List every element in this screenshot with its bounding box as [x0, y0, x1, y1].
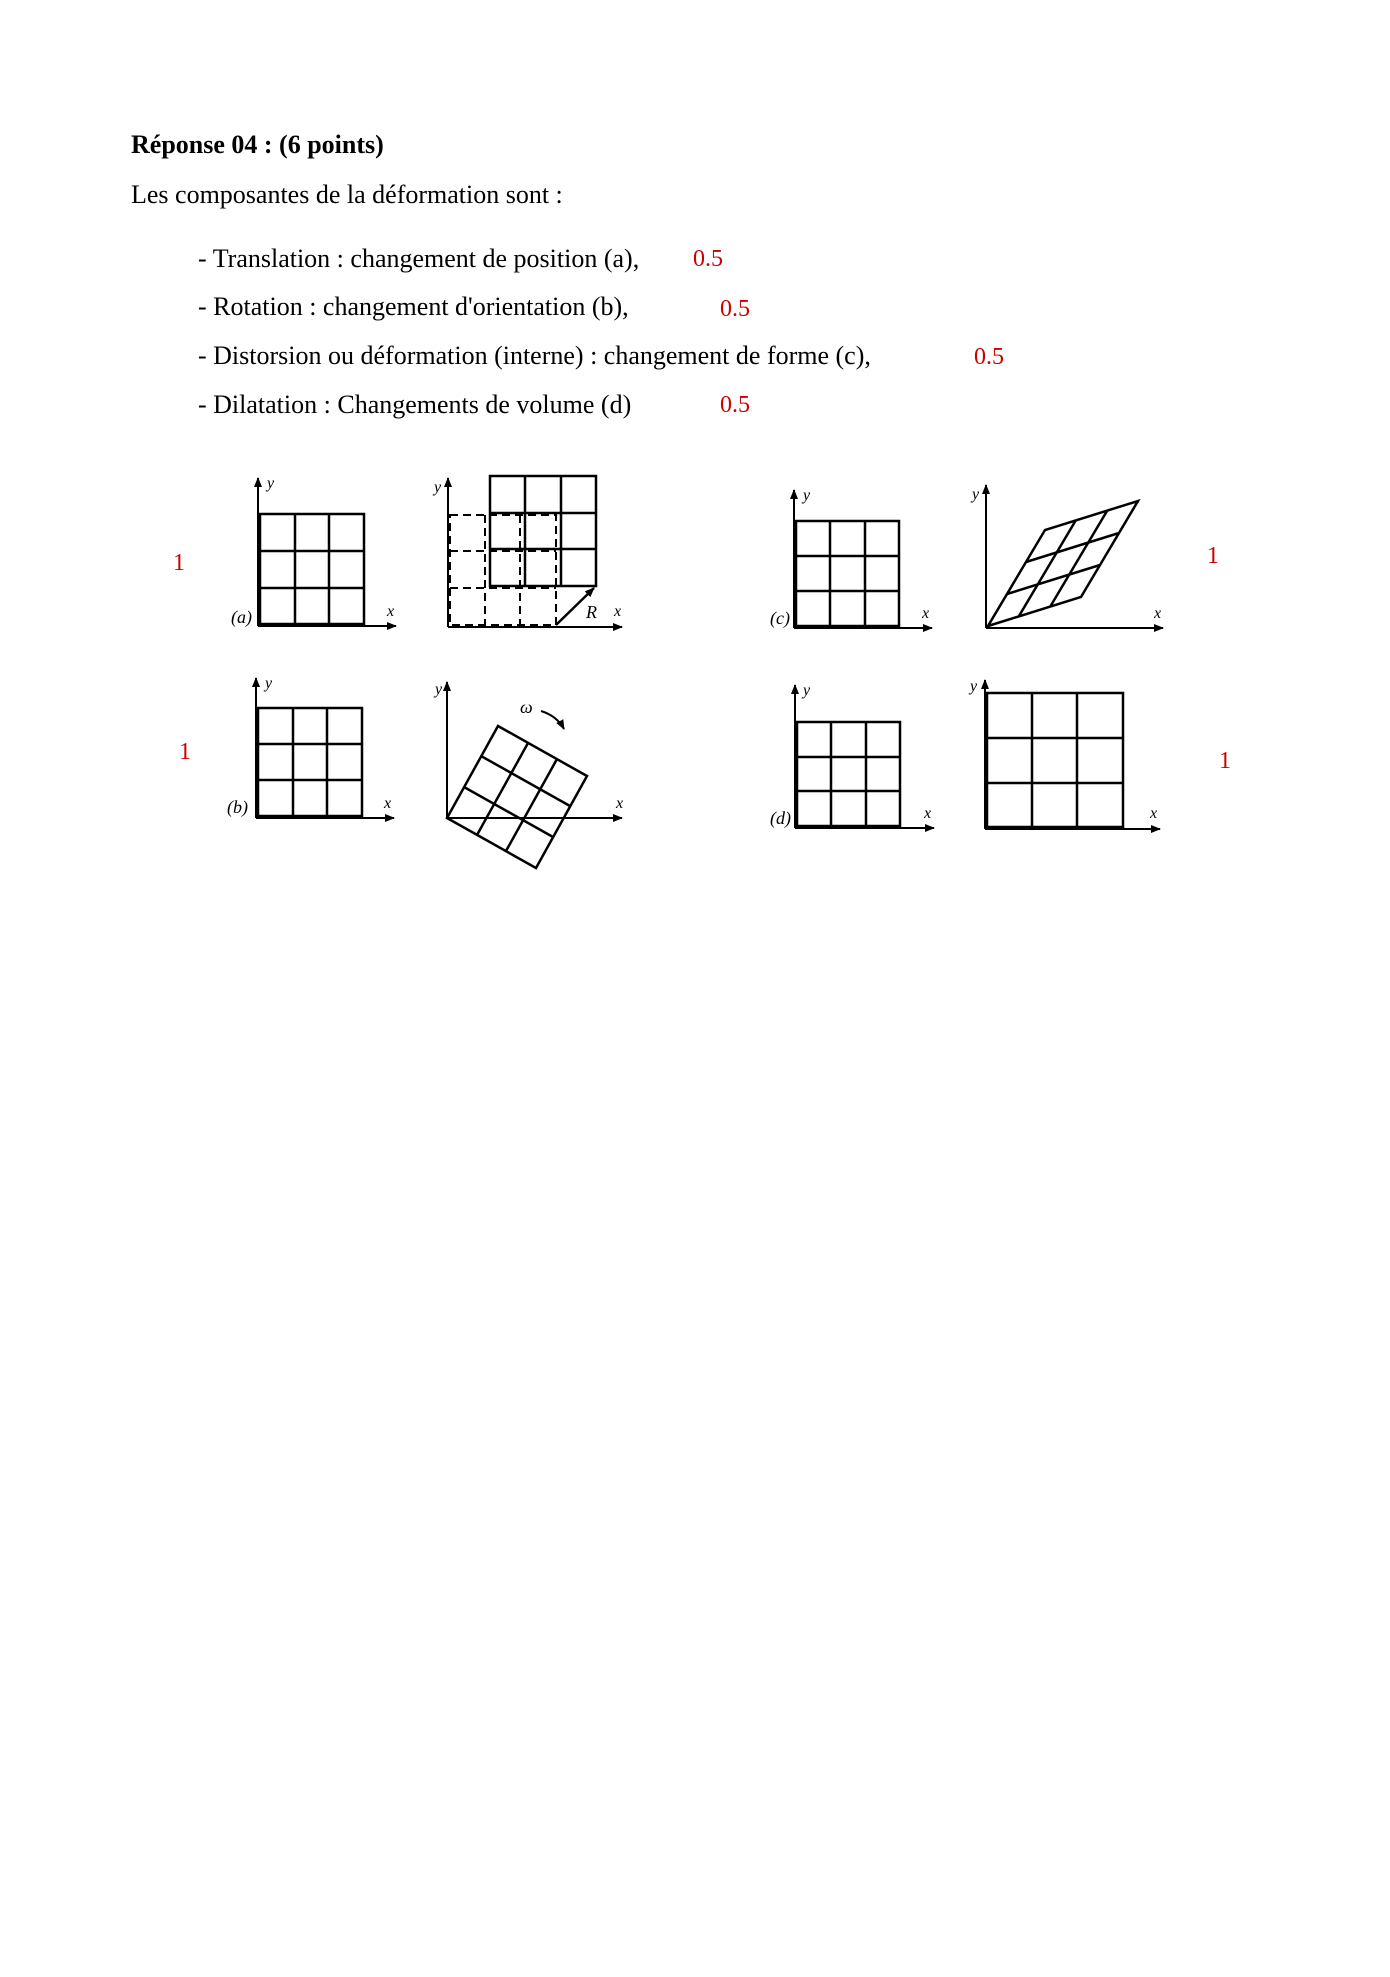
figure-a2-y-label: y — [434, 479, 442, 496]
points-dilatation: 0.5 — [720, 392, 750, 418]
figure-c-sheared — [970, 485, 1163, 628]
points-rotation: 0.5 — [720, 296, 750, 322]
figure-a-original — [231, 475, 396, 628]
figure-a-label: (a) — [231, 607, 252, 627]
figure-b-rotated — [433, 681, 623, 868]
figure-a-x-label: x — [387, 603, 395, 620]
figure-points-c: 1 — [1207, 543, 1219, 569]
figure-b-x-label: x — [384, 795, 392, 812]
intro-text: Les composantes de la déformation sont : — [131, 180, 563, 209]
figure-d-original — [770, 682, 934, 829]
figure-d-x-label: x — [924, 805, 932, 822]
figure-c2-x-label: x — [1154, 605, 1162, 622]
points-distorsion: 0.5 — [974, 344, 1004, 370]
item-rotation: - Rotation : changement d'orientation (b), — [198, 292, 629, 321]
figure-c-y-label: y — [803, 487, 811, 504]
figure-a2-x-label: x — [614, 603, 622, 620]
figure-d2-y-label: y — [970, 678, 978, 695]
figure-b-omega-label: ω — [520, 697, 533, 717]
figure-c2-y-label: y — [972, 486, 980, 503]
figure-b2-y-label: y — [435, 681, 443, 698]
figure-d-y-label: y — [803, 682, 811, 699]
figure-d-expanded — [968, 678, 1160, 829]
figure-b2-x-label: x — [616, 795, 624, 812]
figure-d2-x-label: x — [1150, 805, 1158, 822]
figure-b-label: (b) — [227, 797, 248, 817]
figure-c-x-label: x — [922, 605, 930, 622]
figure-b-original — [227, 675, 394, 818]
item-dilatation: - Dilatation : Changements de volume (d) — [198, 390, 632, 419]
item-translation: - Translation : changement de position (a), — [198, 244, 640, 273]
points-translation: 0.5 — [693, 246, 723, 272]
figure-a-r-label: R — [586, 602, 597, 622]
figure-d-label: (d) — [770, 808, 791, 828]
figure-c-label: (c) — [770, 608, 790, 628]
figure-points-d: 1 — [1219, 748, 1231, 774]
item-distorsion: - Distorsion ou déformation (interne) : changement de forme (c), — [198, 341, 871, 370]
figure-b-y-label: y — [265, 675, 273, 692]
figure-points-b: 1 — [179, 739, 191, 765]
figure-c-original — [770, 487, 932, 629]
figure-a-translated — [432, 476, 622, 627]
figure-points-a: 1 — [173, 550, 185, 576]
answer-title: Réponse 04 : (6 points) — [131, 130, 384, 159]
figure-a-y-label: y — [267, 475, 275, 492]
